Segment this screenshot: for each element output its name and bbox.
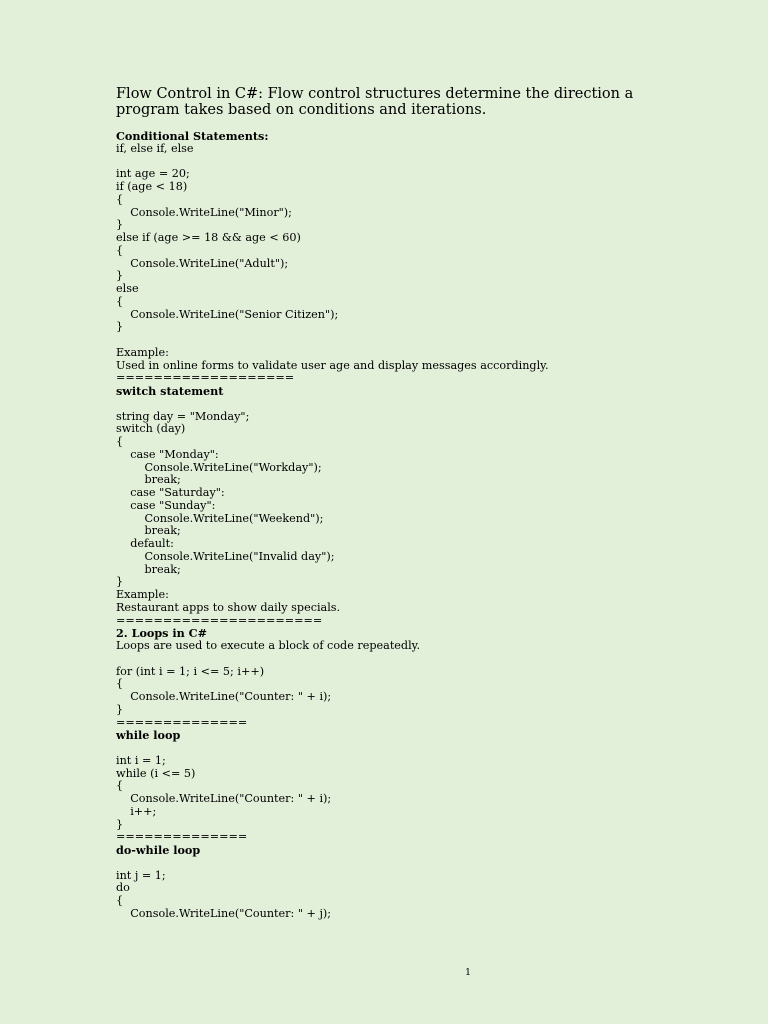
text-line: else (116, 282, 139, 295)
text-line: Console.WriteLine("Weekend"); (116, 511, 324, 525)
text-line: { (116, 294, 124, 308)
text-line: { (116, 677, 124, 691)
text-line: int age = 20; (116, 167, 190, 181)
blank-line (116, 398, 676, 411)
text-line: while (i <= 5) (116, 766, 196, 780)
section-heading: while loop (116, 728, 181, 743)
text-line: case "Saturday": (116, 486, 225, 499)
document-body (116, 87, 676, 921)
text-line: Loops are used to execute a block of code repeatedly. (116, 639, 421, 652)
section-heading: switch statement (116, 384, 224, 398)
text-line: { (116, 779, 124, 793)
section-heading: Conditional Statements: (116, 129, 269, 143)
text-line: break; (116, 524, 181, 538)
text-line: switch (day) (116, 422, 186, 436)
text-line: if (age < 18) (116, 180, 188, 193)
text-line: ============== (116, 830, 248, 844)
text-line: break; (116, 562, 181, 576)
page-number: 1 (465, 967, 472, 978)
text-line: for (int i = 1; i <= 5; i++) (116, 664, 265, 678)
text-line: break; (116, 473, 181, 487)
text-line: Console.WriteLine("Minor"); (116, 205, 292, 219)
section-heading: 2. Loops in C# (116, 626, 207, 641)
text-line: Console.WriteLine("Counter: " + j); (116, 906, 332, 920)
text-line: int j = 1; (116, 868, 166, 882)
text-line: Example: (116, 345, 169, 359)
blank-line (116, 742, 676, 755)
blank-line (116, 334, 676, 347)
text-line: { (116, 243, 124, 257)
text-line: =================== (116, 371, 295, 385)
text-line: Console.WriteLine("Adult"); (116, 256, 289, 270)
text-line: case "Sunday": (116, 498, 216, 512)
text-line: ============== (116, 715, 248, 729)
text-line: } (116, 269, 124, 283)
text-line: Example: (116, 588, 169, 601)
document-title: Flow Control in C#: Flow control structures determine the direction a program takes based on conditions and iterations. (116, 86, 634, 118)
text-line: } (116, 575, 124, 589)
text-line: { (116, 894, 124, 907)
blank-line (116, 857, 676, 870)
text-line: else if (age >= 18 && age < 60) (116, 231, 301, 244)
text-line: { (116, 192, 124, 206)
document-lines (116, 130, 676, 921)
text-line: Console.WriteLine("Counter: " + i); (116, 792, 332, 805)
text-line: if, else if, else (116, 141, 194, 155)
text-line: { (116, 435, 124, 448)
text-line: } (116, 320, 124, 334)
section-heading: do-while loop (116, 843, 201, 857)
text-line: do (116, 881, 130, 895)
text-line: Console.WriteLine("Workday"); (116, 460, 322, 474)
text-line: Console.WriteLine("Counter: " + i); (116, 690, 332, 703)
text-line: string day = "Monday"; (116, 409, 250, 423)
text-line: i++; (116, 804, 157, 818)
text-line: ====================== (116, 613, 323, 627)
text-line: case "Monday": (116, 447, 219, 461)
text-line: } (116, 817, 124, 831)
text-line: int i = 1; (116, 753, 166, 767)
blank-line (116, 156, 676, 169)
text-line: } (116, 218, 124, 232)
text-line: Restaurant apps to show daily specials. (116, 600, 341, 614)
text-line: } (116, 702, 124, 716)
text-line: Used in online forms to validate user age and display messages accordingly. (116, 358, 549, 372)
text-line: Console.WriteLine("Senior Citizen"); (116, 307, 339, 321)
text-line: Console.WriteLine("Invalid day"); (116, 549, 335, 563)
text-line: default: (116, 537, 174, 550)
blank-line (116, 653, 676, 666)
